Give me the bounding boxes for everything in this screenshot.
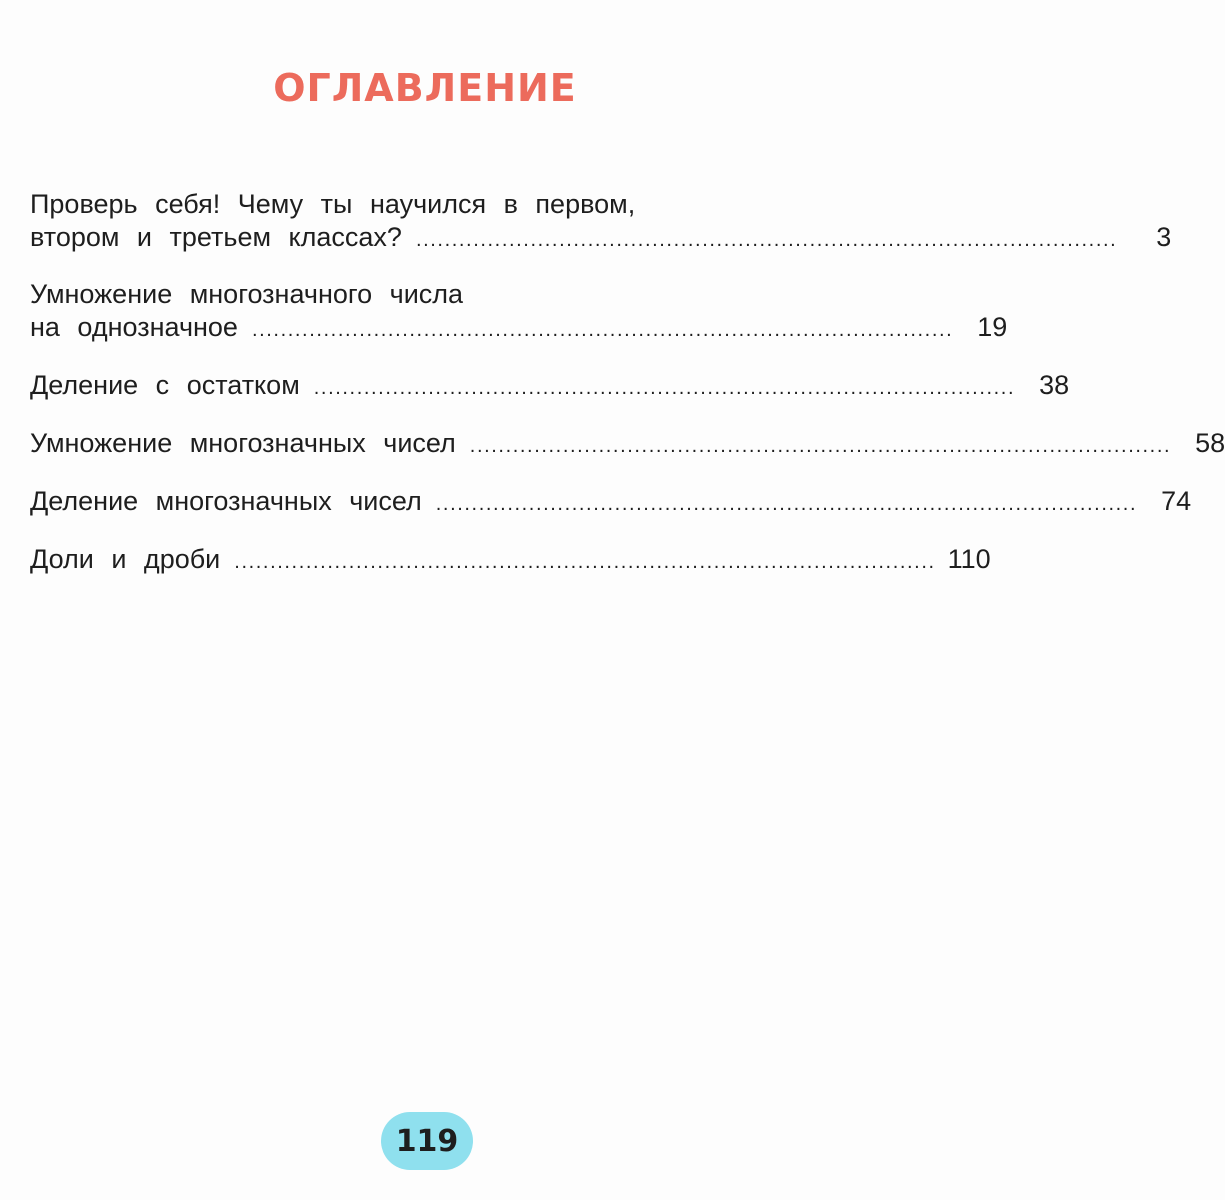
toc-page-number: 58 — [1195, 428, 1225, 458]
toc-entry[interactable] — [30, 278, 1008, 347]
toc-page-number: 19 — [977, 312, 1008, 342]
toc-entry[interactable] — [30, 427, 1225, 463]
toc-page-number: 3 — [1156, 222, 1172, 252]
toc-page-number: 38 — [1039, 370, 1070, 400]
toc-entry[interactable] — [30, 188, 1172, 257]
toc-entry-title-line-2: втором и третьем классах? — [30, 222, 402, 252]
toc-entry-title: Доли и дроби — [30, 544, 221, 574]
dot-leader: .................................................................................................. — [313, 377, 1016, 399]
toc-page-number: 74 — [1161, 486, 1192, 516]
dot-leader: .................................................................................................. — [415, 229, 1118, 251]
toc-page-number: 110 — [947, 544, 991, 574]
toc-entry-title: Умножение многозначных чисел — [30, 428, 456, 458]
page-number-badge — [381, 1112, 473, 1170]
toc-entry[interactable] — [30, 543, 991, 579]
table-of-contents — [30, 188, 1225, 579]
dot-leader: .................................................................................................. — [234, 551, 936, 573]
toc-entry-title-line-2: на однозначное — [30, 312, 238, 342]
toc-entry-title-line-1: Проверь себя! Чему ты научился в первом, — [30, 189, 636, 219]
dot-leader: .................................................................................................. — [435, 493, 1138, 515]
page-number: 119 — [395, 1123, 459, 1159]
dot-leader: .................................................................................................. — [469, 435, 1172, 457]
dot-leader: .................................................................................................. — [251, 319, 954, 341]
toc-entry-title: Деление многозначных чисел — [30, 486, 422, 516]
toc-entry[interactable] — [30, 369, 1070, 405]
toc-entry-title-line-1: Умножение многозначного числа — [30, 279, 464, 309]
page-title: ОГЛАВЛЕНИЕ — [273, 66, 577, 110]
toc-entry-title: Деление с остатком — [30, 370, 300, 400]
toc-entry[interactable] — [30, 485, 1192, 521]
